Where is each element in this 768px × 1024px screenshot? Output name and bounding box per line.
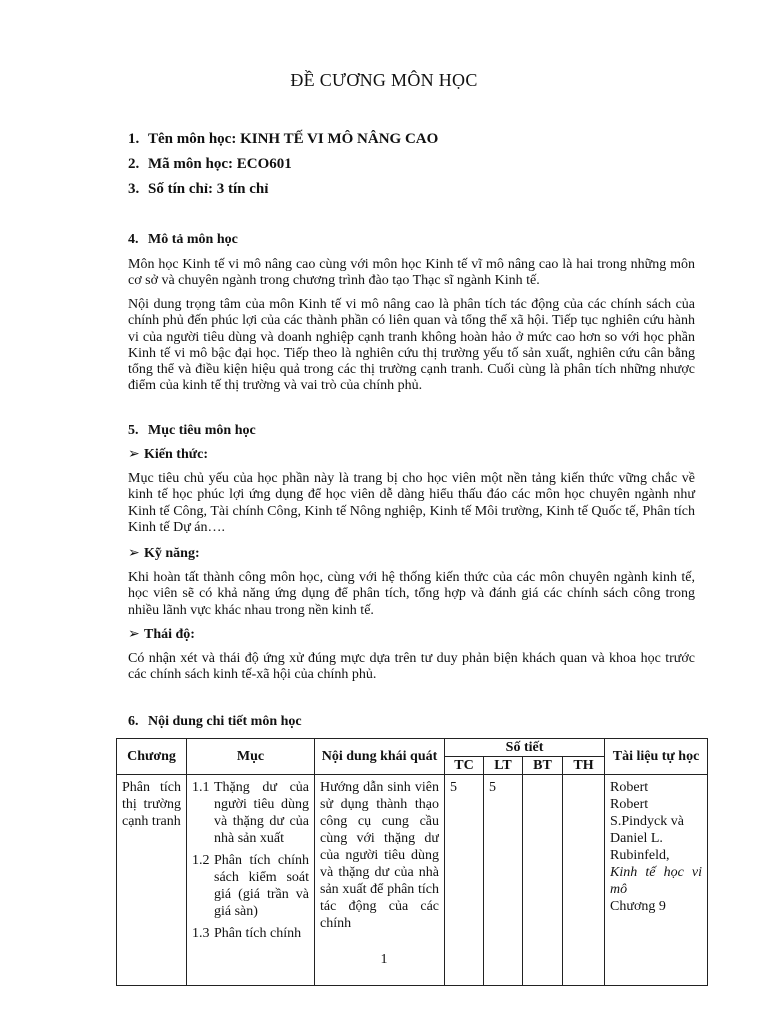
attitude-paragraph: Có nhận xét và thái độ ứng xử đúng mực dựa trên tư duy phản biện khách quan và khoa học trước các chính sách kinh tế-xã hội của chính phủ. (128, 651, 695, 683)
item-text: Phân tích chính (214, 926, 302, 941)
header-item: Mục (187, 739, 315, 775)
skills-label: Kỹ năng: (144, 546, 200, 561)
reference-chapter: Chương 9 (610, 899, 666, 914)
header-tc: TC (445, 757, 484, 775)
description-heading-text: Mô tả môn học (148, 232, 238, 247)
tc-cell: 5 (445, 775, 484, 986)
description-paragraph-1: Môn học Kinh tế vi mô nâng cao cùng với môn học Kinh tế vĩ mô nâng cao là hai trong những môn cơ sở và chuyên ngành trong chương trình đào tạo Thạc sĩ ngành Kinh tế. (128, 257, 695, 289)
header-periods: Số tiết (445, 739, 605, 757)
course-name-heading (128, 131, 438, 148)
course-content-table (116, 738, 708, 986)
attitude-label: Thái độ: (144, 627, 195, 642)
content-heading (128, 714, 302, 730)
lt-cell: 5 (484, 775, 523, 986)
document-title: ĐỀ CƯƠNG MÔN HỌC (290, 70, 478, 90)
objectives-heading-text: Mục tiêu môn học (148, 423, 256, 438)
header-bt: BT (523, 757, 563, 775)
list-item (192, 779, 309, 847)
reference-authors: Robert S.Pindyck và Daniel L. Rubinfeld, (610, 797, 684, 863)
arrow-bullet-icon: ➢ (128, 627, 140, 642)
header-summary: Nội dung khái quát (315, 739, 445, 775)
header-lt: LT (484, 757, 523, 775)
course-code-text: Mã môn học: ECO601 (148, 156, 292, 172)
attitude-subheading (128, 626, 195, 643)
item-number: 1.2 (192, 853, 210, 868)
knowledge-label: Kiến thức: (144, 447, 209, 462)
skills-paragraph: Khi hoàn tất thành công môn học, cùng với hệ thống kiến thức của các môn chuyên ngành kinh tế, học viên sẽ có khả năng ứng dụng để phân tích, tổng hợp và đánh giá các chính sách công trong nhiều lãnh vực khác nhau trong nền kinh tế. (128, 570, 695, 618)
course-name-number: 1. (128, 131, 140, 147)
course-name-text: Tên môn học: KINH TẾ VI MÔ NÂNG CAO (148, 131, 439, 147)
course-code-number: 2. (128, 156, 140, 172)
item-number: 1.3 (192, 926, 210, 941)
credits-heading (128, 181, 268, 198)
description-heading (128, 232, 238, 248)
header-chapter: Chương (117, 739, 187, 775)
course-code-heading (128, 156, 292, 173)
arrow-bullet-icon: ➢ (128, 546, 140, 561)
knowledge-paragraph: Mục tiêu chủ yếu của học phần này là trang bị cho học viên một nền tảng kiến thức vững chắc về kinh tế học phúc lợi ứng dụng để học viên dễ dàng hiểu thấu đáo các môn học chuyên ngành như Kinh tế Công, Tài chính Công, Kinh tế Nông nghiệp, Kinh tế Môi trường, Kinh tế Quốc tế, Phân tích Kinh tế Dự án…. (128, 471, 695, 535)
list-item (192, 925, 309, 942)
header-references: Tài liệu tự học (605, 739, 708, 775)
item-text: Thặng dư của người tiêu dùng và thặng dư của nhà sản xuất (214, 780, 309, 846)
description-heading-number: 4. (128, 232, 139, 247)
page-number: 1 (380, 952, 388, 967)
objectives-heading (128, 423, 256, 439)
content-heading-number: 6. (128, 714, 139, 729)
chapter-text: Phân tích thị trường cạnh tranh (122, 780, 181, 829)
objectives-heading-number: 5. (128, 423, 139, 438)
description-paragraph-2: Nội dung trọng tâm của môn Kinh tế vi mô nâng cao là phân tích tác động của các chính sách của chính phủ đến phúc lợi của các thành phần có liên quan và tổng thể xã hội. Tiếp tục nghiên cứu hành vi của người tiêu dùng và doanh nghiệp cạnh tranh không hoàn hảo ở mức cao hơn so với học phần Kinh tế vi mô bậc đại học. Tiếp theo là nghiên cứu thị trường yếu tố sản xuất, nghiên cứu cân bằng tổng thể và điều kiện hiệu quả trong các thị trường cạnh tranh. Cuối cùng là phân tích những nhược điểm của kinh tế thị trường và vai trò của chính phủ. (128, 297, 695, 394)
item-text: Phân tích chính sách kiểm soát giá (giá trần và giá sàn) (214, 853, 309, 919)
reference-book-title: Kinh tế học vi mô (610, 865, 703, 897)
skills-subheading (128, 545, 200, 562)
knowledge-subheading (128, 446, 208, 463)
arrow-bullet-icon: ➢ (128, 447, 140, 462)
credits-text: Số tín chỉ: 3 tín chỉ (148, 181, 269, 197)
reference-line-1: Robert (610, 780, 649, 795)
list-item (192, 852, 309, 920)
summary-text: Hướng dẫn sinh viên sử dụng thành thạo công cụ cung cầu cùng với thặng dư của người tiêu dùng và thặng dư của nhà sản xuất để phân tích tác động của các chính (320, 780, 439, 931)
credits-number: 3. (128, 181, 140, 197)
content-heading-text: Nội dung chi tiết môn học (148, 714, 302, 729)
header-th: TH (563, 757, 605, 775)
item-number: 1.1 (192, 780, 210, 795)
